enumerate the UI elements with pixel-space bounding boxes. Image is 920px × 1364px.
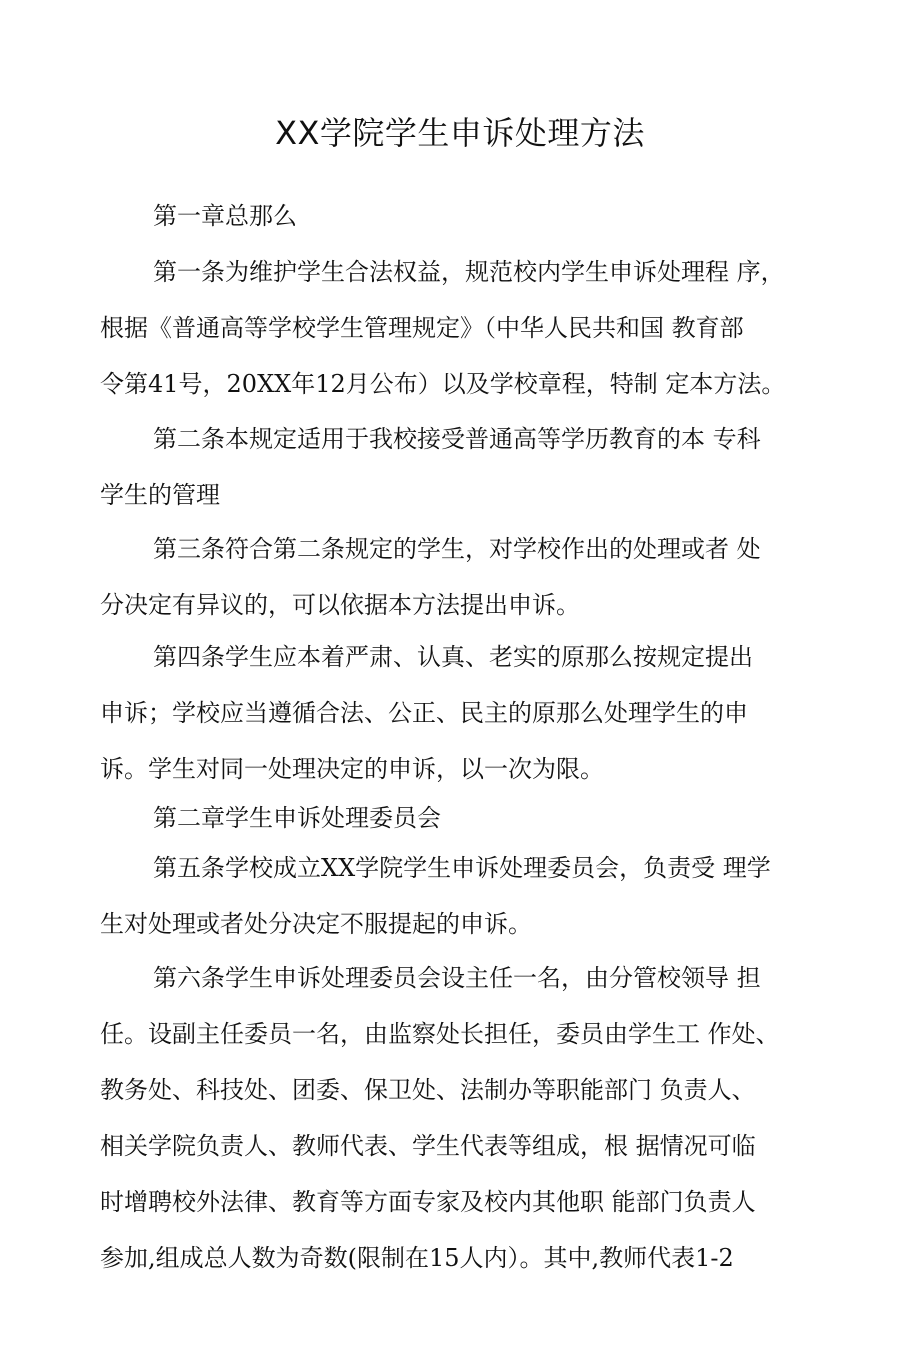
article-1-line: 令第41号，20XX年12月公布）以及学校章程，特制 定本方法。 bbox=[100, 370, 786, 398]
article-2-paragraph bbox=[100, 411, 830, 523]
article-6-line: 教务处、科技处、团委、保卫处、法制办等职能部门 负责人、 bbox=[100, 1076, 756, 1104]
article-6-line: 任。设副主任委员一名，由监察处长担任，委员由学生工 作处、 bbox=[100, 1020, 780, 1048]
article-4-line: 第四条学生应本着严肃、认真、老实的原那么按规定提出 bbox=[153, 643, 753, 671]
article-3-line: 分决定有异议的，可以依据本方法提出申诉。 bbox=[100, 591, 580, 619]
article-2-line: 学生的管理 bbox=[100, 481, 220, 509]
article-6-line: 时增聘校外法律、教育等方面专家及校内其他职 能部门负责人 bbox=[100, 1188, 756, 1216]
article-4-line: 申诉；学校应当遵循合法、公正、民主的原那么处理学生的申 bbox=[100, 699, 748, 727]
article-3-paragraph bbox=[100, 521, 830, 633]
chapter-2-heading: 第二章学生申诉处理委员会 bbox=[153, 804, 441, 832]
article-6-line: 第六条学生申诉处理委员会设主任一名，由分管校领导 担 bbox=[153, 964, 761, 992]
article-5-paragraph bbox=[100, 840, 830, 952]
article-3-line: 第三条符合第二条规定的学生，对学校作出的处理或者 处 bbox=[153, 535, 761, 563]
article-1-paragraph bbox=[100, 244, 830, 412]
article-2-line: 第二条本规定适用于我校接受普通高等学历教育的本 专科 bbox=[153, 425, 761, 453]
article-4-line: 诉。学生对同一处理决定的申诉，以一次为限。 bbox=[100, 755, 604, 783]
article-1-line: 第一条为维护学生合法权益，规范校内学生申诉处理程 序， bbox=[153, 258, 785, 286]
article-6-line: 相关学院负责人、教师代表、学生代表等组成，根 据情况可临 bbox=[100, 1132, 756, 1160]
document-title: XX学院学生申诉处理方法 bbox=[275, 114, 645, 152]
chapter-1-heading: 第一章总那么 bbox=[153, 202, 297, 230]
article-4-paragraph bbox=[100, 629, 830, 797]
article-1-line: 根据《普通高等学校学生管理规定》（中华人民共和国 教育部 bbox=[100, 314, 744, 342]
article-5-line: 第五条学校成立XX学院学生申诉处理委员会，负责受 理学 bbox=[153, 854, 771, 882]
article-6-paragraph bbox=[100, 950, 830, 1286]
article-5-line: 生对处理或者处分决定不服提起的申诉。 bbox=[100, 910, 532, 938]
article-6-line: 参加,组成总人数为奇数(限制在15人内）。其中,教师代表1-2 bbox=[100, 1244, 734, 1272]
